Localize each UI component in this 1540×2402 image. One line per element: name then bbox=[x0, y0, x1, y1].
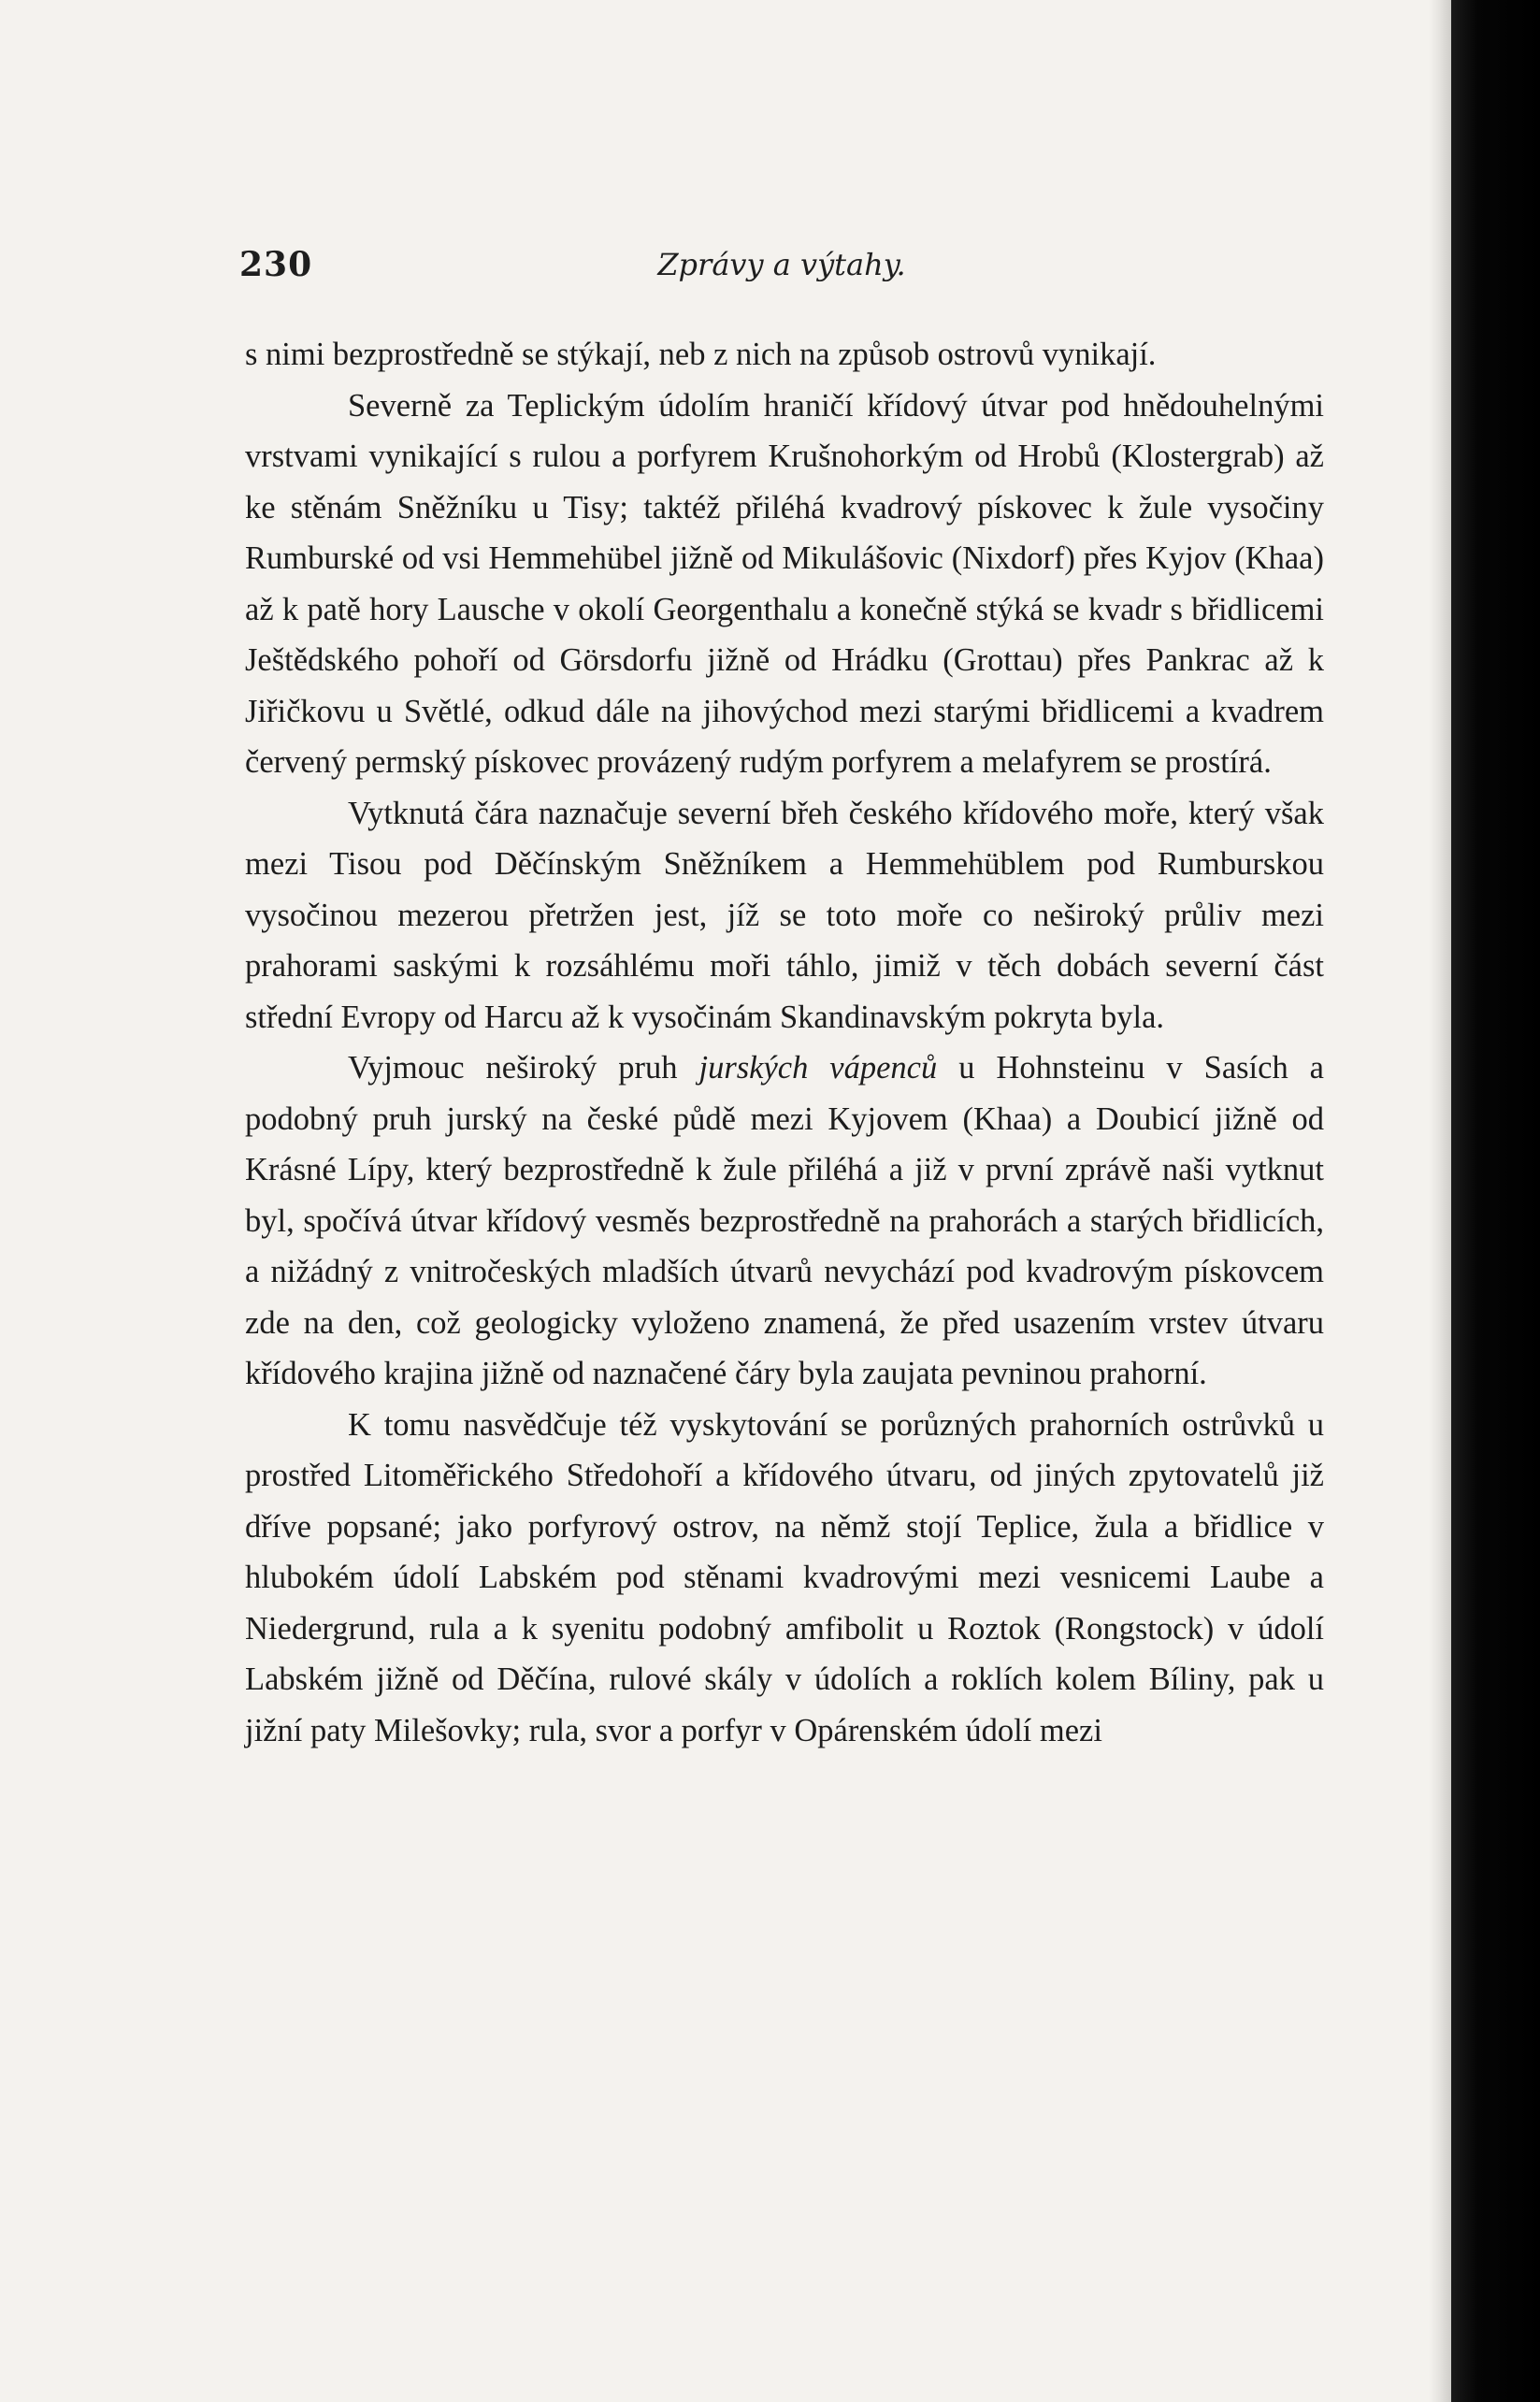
paragraph: Severně za Teplickým údolím hraničí křídový útvar pod hnědouhelnými vrstvami vynikající s rulou a porfyrem Krušnohorkým od Hrobů (Klostergrab) až ke stěnám Sněžníku u Tisy; taktéž přiléhá kvadrový pískovec k žule vysočiny Rumburské od vsi Hemmehübel jižně od Mikulášovic (Nixdorf) přes Kyjov (Khaa) až k patě hory Lausche v okolí Georgenthalu a konečně stýká se kvadr s břidlicemi Ještědského pohoří od Görsdorfu jižně od Hrádku (Grottau) přes Pankrac až k Jiřičkovu u Světlé, odkud dále na jihovýchod mezi starými břidlicemi a kvadrem červený permský pískovec provázený rudým porfyrem a melafyrem se prostírá. bbox=[245, 387, 1324, 780]
page-header bbox=[239, 245, 1324, 301]
page-number: 230 bbox=[239, 245, 313, 284]
paragraph: K tomu nasvědčuje též vyskytování se porůzných prahorních ostrůvků u prostřed Litoměřického Středohoří a křídového útvaru, od jiných zpytovatelů již dříve popsané; jako porfyrový ostrov, na němž stojí Teplice, žula a břidlice v hlubokém údolí Labském pod stěnami kvadrovými mezi vesnicemi Laube a Niedergrund, rula a k syenitu podobný amfibolit u Roztok (Rongstock) v údolí Labském jižně od Děčína, rulové skály v údolích a roklích kolem Bíliny, pak u jižní paty Milešovky; rula, svor a porfyr v Opárenském údolí mezi bbox=[245, 1406, 1324, 1748]
paragraph-text: u Hohnsteinu v Sasích a podobný pruh jurský na české půdě mezi Kyjovem (Khaa) a Doubicí jižně od Krásné Lípy, který bezprostředně k žule přiléhá a již v první zprávě naši vytknut byl, spočívá útvar křídový vesměs bezprostředně na prahorách a starých břidlicích, a nižádný z vnitročeských mladších útvarů nevychází pod kvadrovým pískovcem zde na den, což geologicky vyloženo znamená, že před usazením vrstev útvaru křídového krajina jižně od naznačené čáry byla zaujata pevninou prahorní. bbox=[245, 1050, 1324, 1391]
scan-border bbox=[1451, 0, 1540, 2402]
paragraph bbox=[245, 1043, 1324, 1400]
paragraph-continuation: s nimi bezprostředně se stýkají, neb z nich na způsob ostrovů vynikají. bbox=[245, 337, 1157, 372]
running-head: Zprávy a výtahy. bbox=[657, 247, 906, 282]
italic-term: jurských vápenců bbox=[698, 1050, 938, 1086]
paragraph-text: Vyjmouc neširoký pruh bbox=[348, 1050, 699, 1086]
page-edge-shadow bbox=[1429, 0, 1451, 2402]
body-text bbox=[245, 329, 1324, 1756]
paragraph: Vytknutá čára naznačuje severní břeh českého křídového moře, který však mezi Tisou pod Děčínským Sněžníkem a Hemmehüblem pod Rumburskou vysočinou mezerou přetržen jest, jíž se toto moře co neširoký průliv mezi prahorami saskými k rozsáhlému moři táhlo, jimiž v těch dobách severní část střední Evropy od Harcu až k vysočinám Skandinavským pokryta byla. bbox=[245, 795, 1324, 1035]
